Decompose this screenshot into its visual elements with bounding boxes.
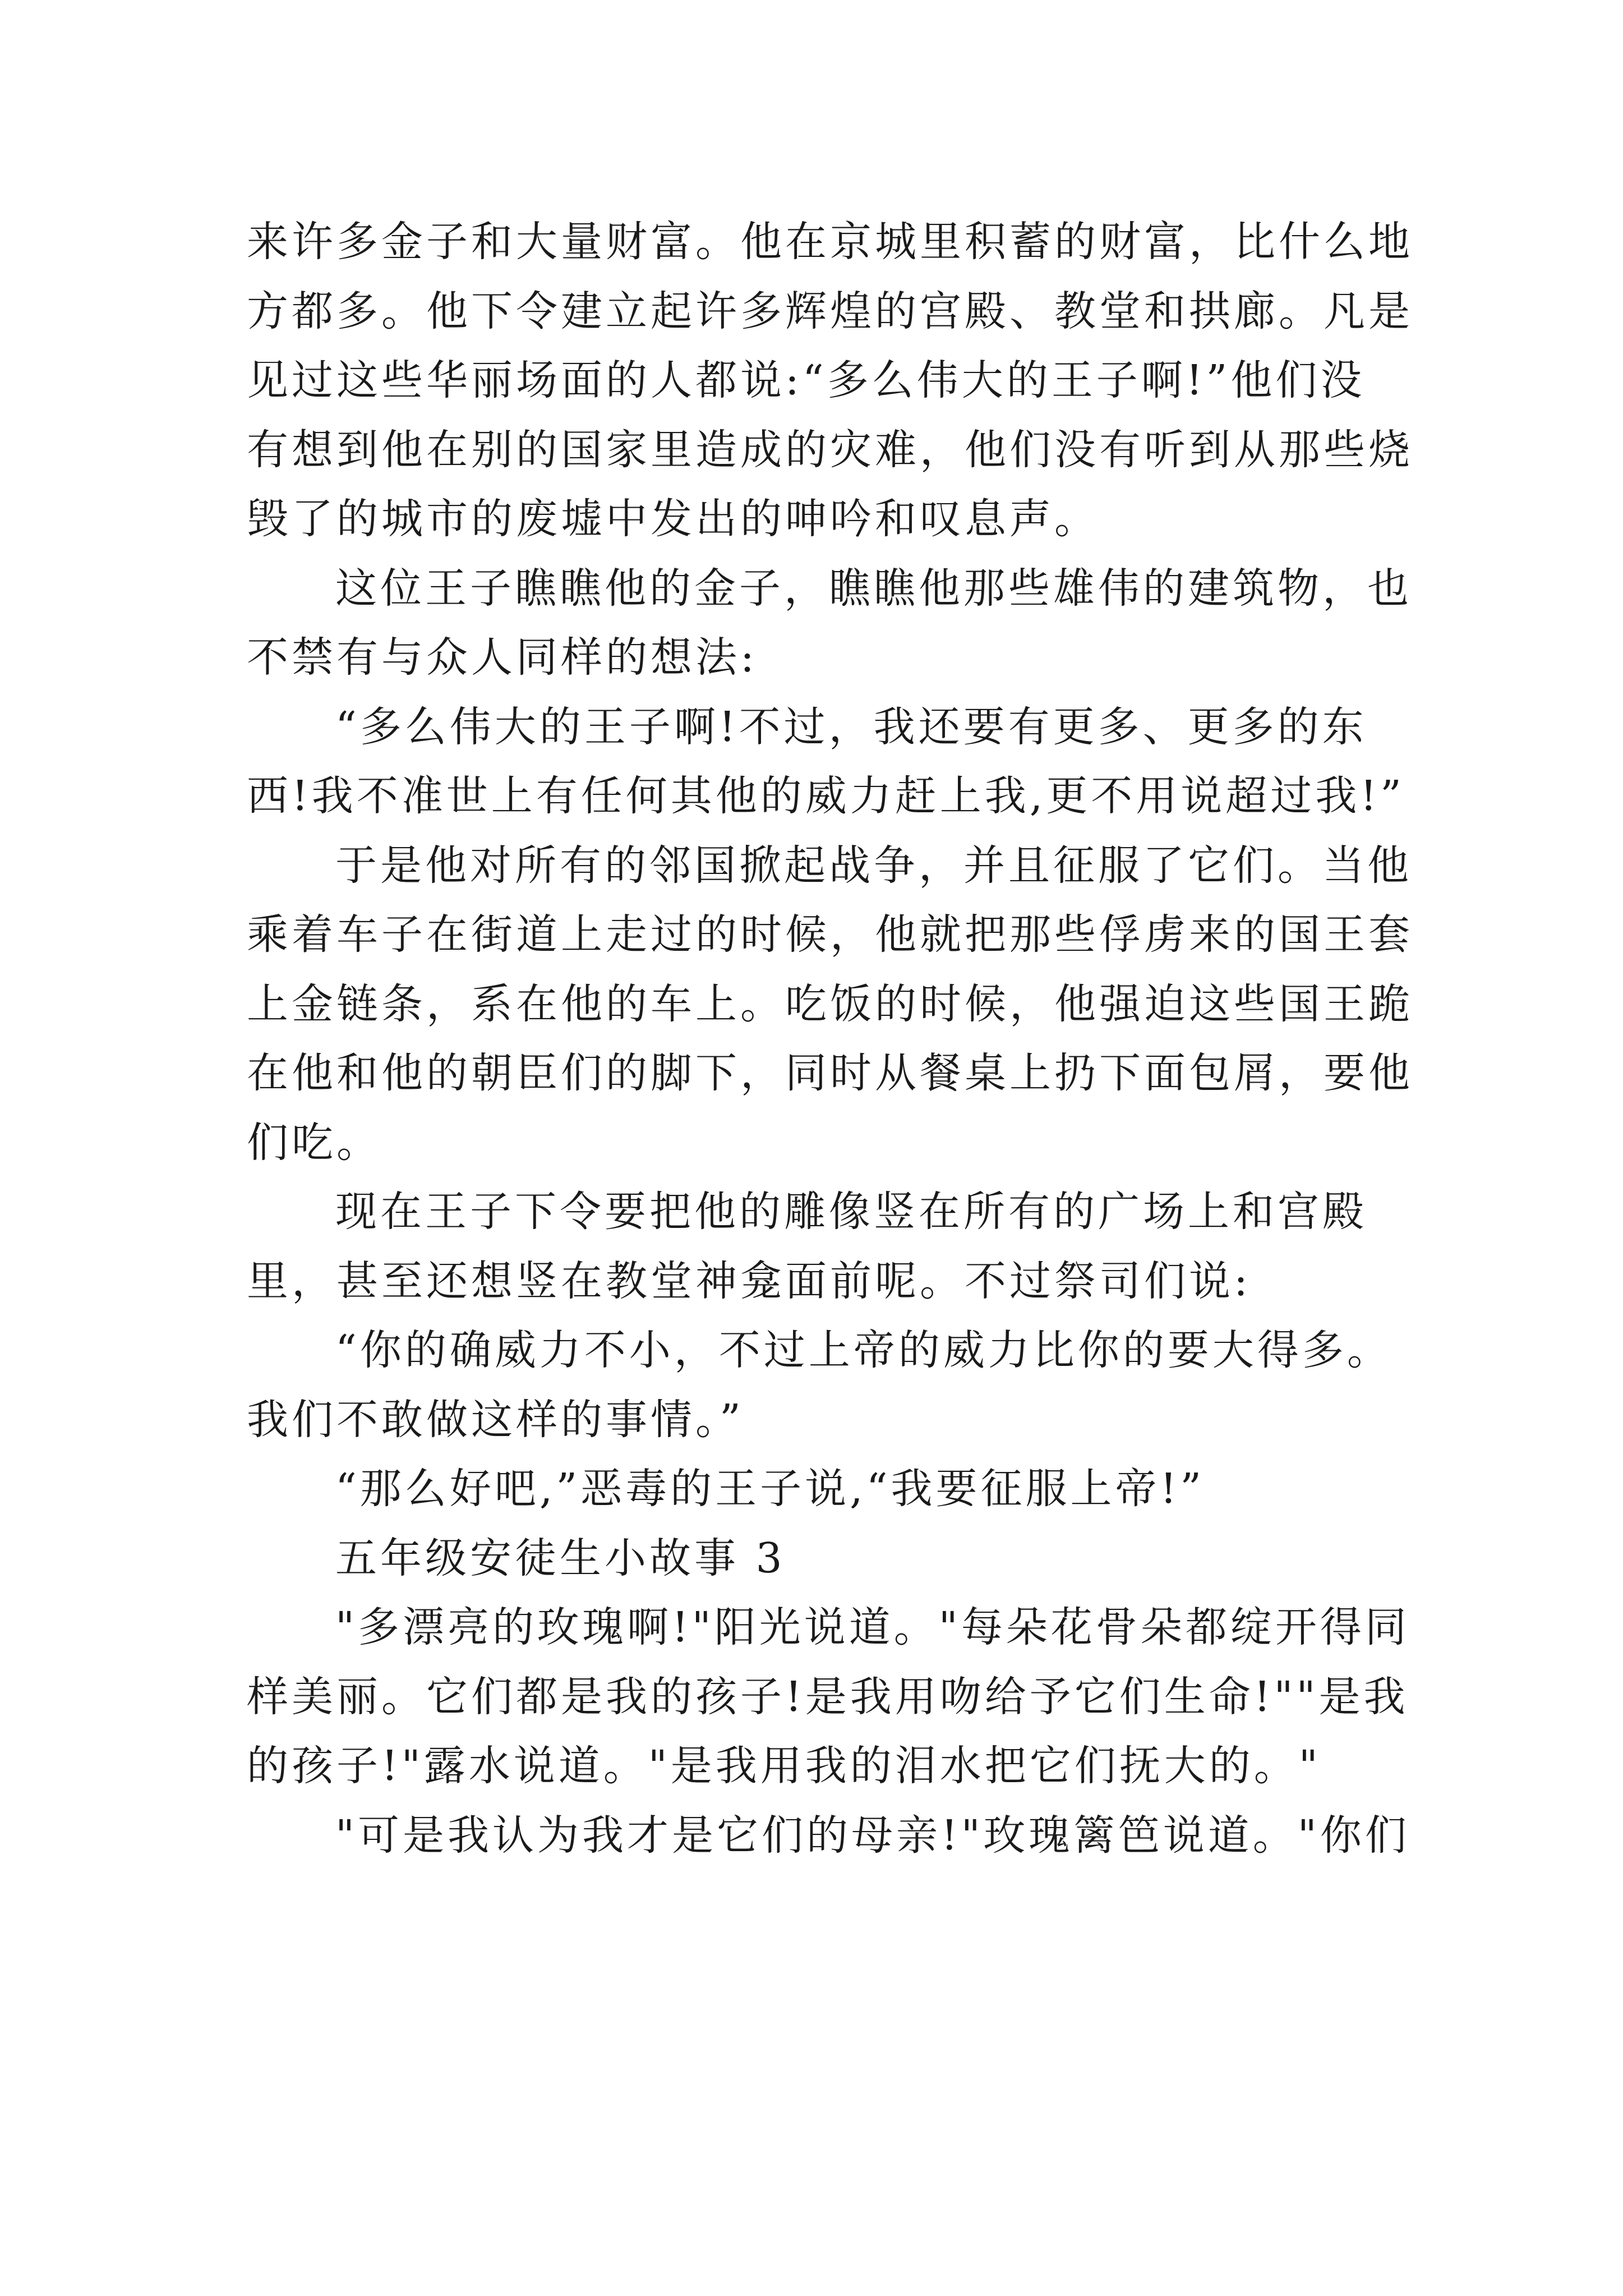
- text-line: "可是我认为我才是它们的母亲!"玫瑰篱笆说道。"你们: [335, 1811, 1410, 1860]
- text-line: 样美丽。它们都是我的孩子!是我用吻给予它们生命!""是我: [247, 1672, 1409, 1721]
- text-line: 这位王子瞧瞧他的金子，瞧瞧他那些雄伟的建筑物，也: [335, 564, 1412, 613]
- text-line: 的孩子!"露水说道。"是我用我的泪水把它们抚大的。": [247, 1742, 1321, 1790]
- text-line: 西!我不准世上有任何其他的威力赶上我,更不用说超过我!”: [247, 772, 1405, 820]
- text-line: 上金链条，系在他的车上。吃饭的时候，他强迫这些国王跪: [247, 979, 1413, 1028]
- text-line: 有想到他在别的国家里造成的灾难，他们没有听到从那些烧: [247, 425, 1413, 474]
- text-line: 来许多金子和大量财富。他在京城里积蓄的财富，比什么地: [247, 218, 1413, 266]
- text-line: 现在王子下令要把他的雕像竖在所有的广场上和宫殿: [335, 1188, 1367, 1236]
- text-line: 在他和他的朝臣们的脚下，同时从餐桌上扔下面包屑，要他: [247, 1049, 1413, 1097]
- text-line: 里，甚至还想竖在教堂神龛面前呢。不过祭司们说:: [247, 1257, 1251, 1305]
- text-line: “你的确威力不小，不过上帝的威力比你的要大得多。: [335, 1326, 1392, 1374]
- text-line: “那么好吧,”恶毒的王子说,“我要征服上帝!”: [335, 1465, 1205, 1513]
- text-line: 于是他对所有的邻国掀起战争，并且征服了它们。当他: [335, 841, 1412, 890]
- text-line: 五年级安徒生小故事 3: [335, 1534, 786, 1582]
- text-line: 见过这些华丽场面的人都说:“多么伟大的王子啊!”他们没: [247, 356, 1366, 404]
- text-line: 们吃。: [247, 1118, 381, 1167]
- text-line: 我们不敢做这样的事情。”: [247, 1395, 744, 1444]
- body-text: [247, 208, 1430, 1870]
- text-line: “多么伟大的王子啊!不过，我还要有更多、更多的东: [335, 702, 1367, 751]
- text-line: "多漂亮的玫瑰啊!"阳光说道。"每朵花骨朵都绽开得同: [335, 1603, 1410, 1651]
- text-line: 不禁有与众人同样的想法:: [247, 633, 758, 682]
- text-line: 乘着车子在街道上走过的时候，他就把那些俘虏来的国王套: [247, 910, 1413, 959]
- text-line: 毁了的城市的废墟中发出的呻吟和叹息声。: [247, 495, 1099, 543]
- text-line: 方都多。他下令建立起许多辉煌的宫殿、教堂和拱廊。凡是: [247, 287, 1413, 335]
